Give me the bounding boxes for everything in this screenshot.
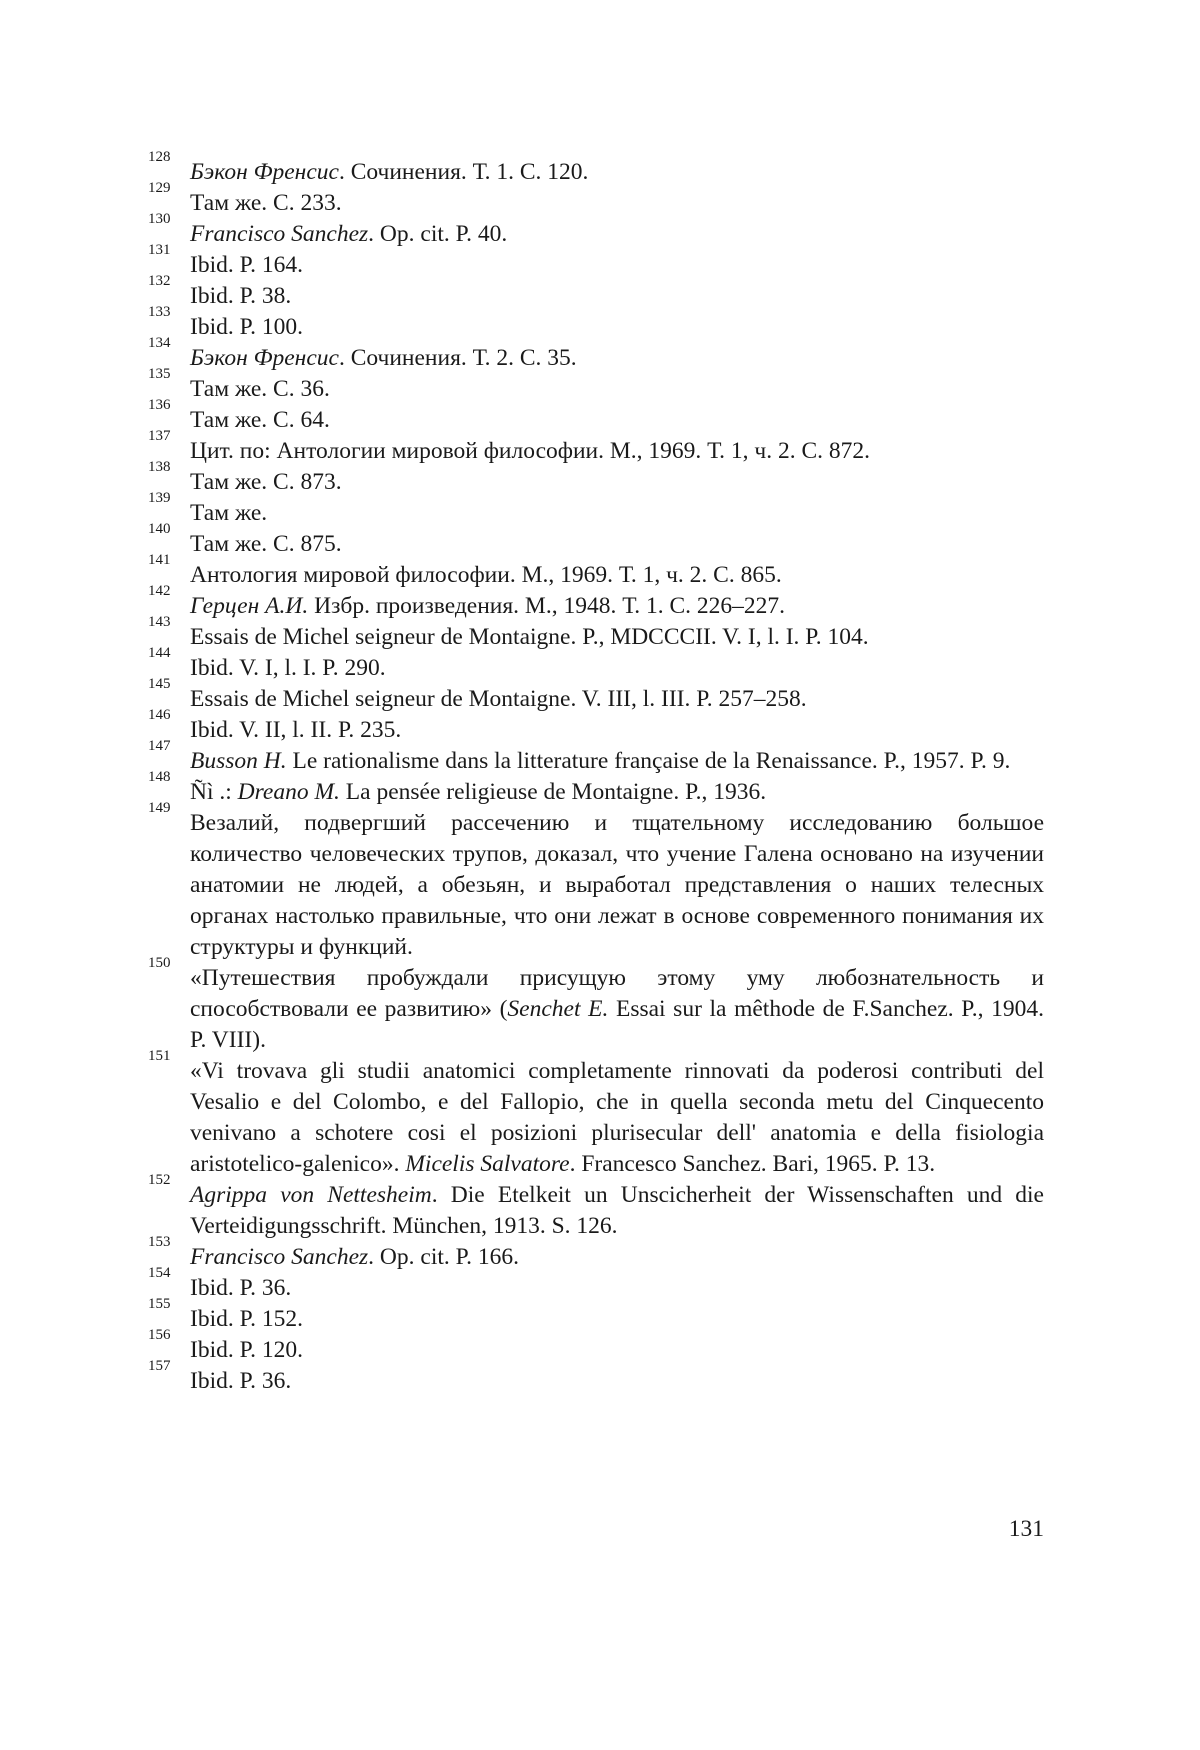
footnote-155 — [148, 1296, 1044, 1335]
footnote-number: 153 — [148, 1234, 171, 1250]
footnote-143 — [148, 614, 1044, 653]
footnote-number: 133 — [148, 304, 171, 320]
footnote-text: Там же. С. 64. — [190, 407, 330, 433]
footnote-text: Там же. — [190, 500, 268, 526]
footnote-150 — [148, 955, 1044, 1056]
footnote-number: 152 — [148, 1172, 171, 1188]
footnote-text: La pensée religieuse de Montaigne. P., 1936. — [339, 779, 767, 805]
footnote-145 — [148, 676, 1044, 715]
footnote-number: 141 — [148, 552, 171, 568]
footnote-131 — [148, 242, 1044, 281]
footnote-154 — [148, 1265, 1044, 1304]
footnote-142 — [148, 583, 1044, 622]
footnote-153 — [148, 1234, 1044, 1273]
footnote-number: 144 — [148, 645, 171, 661]
footnote-number: 128 — [148, 149, 171, 165]
footnote-149 — [148, 800, 1044, 963]
footnote-number: 138 — [148, 459, 171, 475]
footnote-number: 150 — [148, 955, 171, 971]
footnote-text: . Op. cit. P. 40. — [368, 221, 508, 247]
footnote-number: 143 — [148, 614, 171, 630]
footnote-text: . Die Etelkeit un Unscicherheit der Wissenschaften und die Verteidigungsschrift. München, 1913. S. 126. — [190, 1182, 1044, 1239]
footnote-number: 132 — [148, 273, 171, 289]
footnote-number: 157 — [148, 1358, 171, 1374]
footnote-number: 142 — [148, 583, 171, 599]
footnote-151 — [148, 1048, 1044, 1180]
footnote-number: 130 — [148, 211, 171, 227]
footnote-text: . Francesco Sanchez. Bari, 1965. P. 13. — [569, 1151, 936, 1177]
footnote-146 — [148, 707, 1044, 746]
footnote-number: 145 — [148, 676, 171, 692]
footnote-text: Ibid. P. 152. — [190, 1306, 303, 1332]
footnote-text: Там же. С. 36. — [190, 376, 330, 402]
footnote-number: 134 — [148, 335, 171, 351]
footnote-text: Ibid. P. 164. — [190, 252, 303, 278]
footnote-number: 140 — [148, 521, 171, 537]
footnote-139 — [148, 490, 1044, 529]
footnote-text: Ibid. P. 38. — [190, 283, 292, 309]
footnote-140 — [148, 521, 1044, 560]
footnote-number: 147 — [148, 738, 171, 754]
footnote-number: 156 — [148, 1327, 171, 1343]
footnote-author: Agrippa von Nettesheim — [190, 1182, 432, 1208]
footnote-text: Essai sur la mêthode de F.Sanchez. P., 1904. P. VIII). — [190, 996, 1044, 1053]
footnote-152 — [148, 1172, 1044, 1242]
footnote-author: Бэкон Френсис — [190, 159, 339, 185]
footnote-130 — [148, 211, 1044, 250]
footnote-author: Francisco Sanchez — [190, 221, 369, 247]
footnote-text: Ibid. V. II, l. II. P. 235. — [190, 717, 402, 743]
footnote-number: 129 — [148, 180, 171, 196]
footnote-132 — [148, 273, 1044, 312]
footnote-136 — [148, 397, 1044, 436]
footnote-number: 154 — [148, 1265, 171, 1281]
footnote-text: Essais de Michel seigneur de Montaigne. V. III, l. III. P. 257–258. — [190, 686, 807, 712]
footnote-author: Senchet E. — [507, 996, 609, 1022]
footnote-number: 139 — [148, 490, 171, 506]
footnote-text: Там же. С. 875. — [190, 531, 342, 557]
footnote-135 — [148, 366, 1044, 405]
footnote-number: 148 — [148, 769, 171, 785]
footnote-text: . Сочинения. Т. 2. С. 35. — [338, 345, 577, 371]
footnote-156 — [148, 1327, 1044, 1366]
footnote-text: Цит. по: Антологии мировой философии. М., 1969. Т. 1, ч. 2. С. 872. — [190, 438, 871, 464]
footnote-text: Ibid. P. 36. — [190, 1275, 292, 1301]
footnote-number: 135 — [148, 366, 171, 382]
footnote-author: Dreano M. — [237, 779, 340, 805]
footnote-number: 151 — [148, 1048, 171, 1064]
footnote-157 — [148, 1358, 1044, 1397]
footnote-author: Бэкон Френсис — [190, 345, 339, 371]
footnote-128 — [148, 149, 1044, 188]
footnote-author: Micelis Salvatore — [405, 1151, 570, 1177]
footnote-number: 146 — [148, 707, 171, 723]
footnote-text: Le rationalisme dans la litterature française de la Renaissance. P., 1957. P. 9. — [286, 748, 1011, 774]
footnote-text: . Сочинения. Т. 1. С. 120. — [338, 159, 589, 185]
footnote-author: Busson H. — [190, 748, 287, 774]
footnote-text: . Op. cit. P. 166. — [368, 1244, 519, 1270]
footnote-141 — [148, 552, 1044, 591]
footnote-text: Антология мировой философии. М., 1969. Т. 1, ч. 2. С. 865. — [190, 562, 782, 588]
footnote-148 — [148, 769, 1044, 808]
page-number: 131 — [1008, 1516, 1044, 1542]
footnotes-list — [148, 149, 1044, 1397]
footnote-author: Герцен А.И. — [190, 593, 309, 619]
footnote-text: Ñì .: — [190, 779, 238, 805]
footnote-text: Везалий, подвергший рассечению и тщательному исследованию большое количество человеческих трупов, доказал, что учение Галена основано на изучении анатомии не людей, а обезьян, и выработал представления о наших телесных органах настолько правильные, что они лежат в основе современного понимания их структуры и функций. — [190, 810, 1044, 960]
footnote-text: Ibid. P. 36. — [190, 1368, 292, 1394]
footnote-text: Ibid. P. 120. — [190, 1337, 303, 1363]
footnote-text: «Путешествия пробуждали присущую этому уму любознательность и способствовали ее развитию» ( — [190, 965, 1044, 1022]
footnote-number: 155 — [148, 1296, 171, 1312]
footnote-129 — [148, 180, 1044, 219]
footnote-text: Ibid. V. I, l. I. P. 290. — [190, 655, 386, 681]
footnote-text: Ibid. P. 100. — [190, 314, 303, 340]
footnote-144 — [148, 645, 1044, 684]
footnote-number: 136 — [148, 397, 171, 413]
footnote-133 — [148, 304, 1044, 343]
footnote-137 — [148, 428, 1044, 467]
footnote-number: 149 — [148, 800, 171, 816]
footnote-number: 137 — [148, 428, 171, 444]
footnote-text: Essais de Michel seigneur de Montaigne. P., MDCCCII. V. I, l. I. P. 104. — [190, 624, 869, 650]
footnote-number: 131 — [148, 242, 171, 258]
footnote-text: Там же. С. 873. — [190, 469, 342, 495]
footnote-text: Избр. произведения. М., 1948. Т. 1. С. 226–227. — [308, 593, 786, 619]
footnote-138 — [148, 459, 1044, 498]
footnote-147 — [148, 738, 1044, 777]
footnote-author: Francisco Sanchez — [190, 1244, 369, 1270]
footnote-text: Там же. С. 233. — [190, 190, 342, 216]
footnote-text: «Vi trovava gli studii anatomici completamente rinnovati da poderosi contributi del Vesalio e del Colombo, e del Fallopio, che in quella seconda metu del Cinquecento venivano a schotere cosi el posizioni plurisecular dell' anatomia e della fisiologia aristotelico-galenico». — [190, 1058, 1044, 1177]
footnote-134 — [148, 335, 1044, 374]
